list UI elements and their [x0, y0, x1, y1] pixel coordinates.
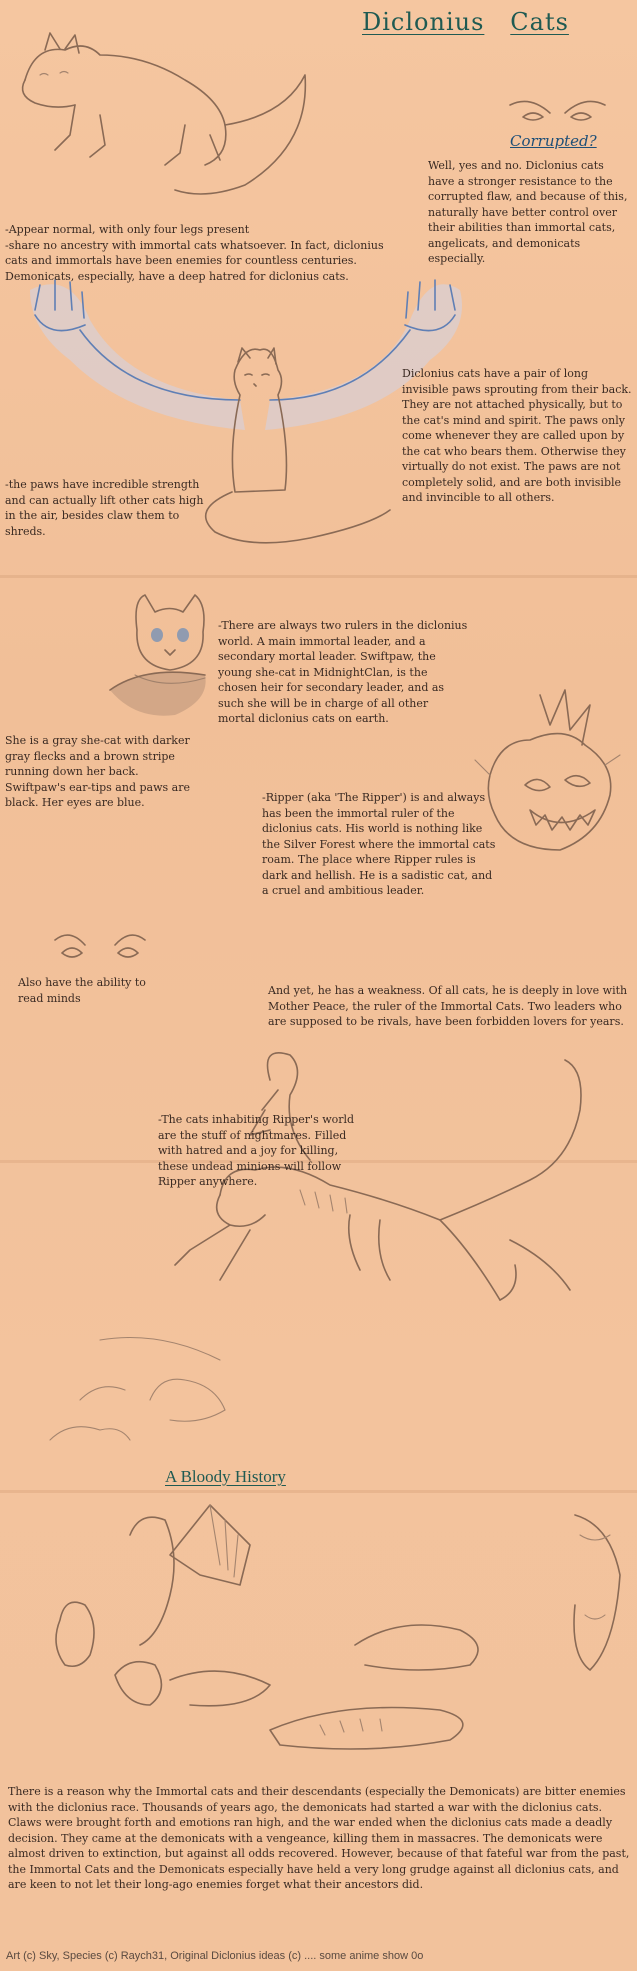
paws-text: Diclonius cats have a pair of long invisible paws sprouting from their back. They are not attached physically, but to the cat's mind and spirit. The paws only come whenever they are called upon by the cat who bears them. Otherwise they virtually do not exist. The paws are not completely solid, and are both invisible and invincible to all others. [402, 367, 632, 504]
sketch-corrupted-eyes [505, 95, 610, 133]
corrupted-heading: Corrupted? [510, 132, 597, 150]
credits-footer: Art (c) Sky, Species (c) Raych31, Original Diclonius ideas (c) .... some anime show 0o [6, 1950, 424, 1962]
section-divider [0, 575, 637, 578]
corrupted-text: Well, yes and no. Diclonius cats have a stronger resistance to the corrupted flaw, and because of this, naturally have better control over their abilities than immortal cats, angelicats, and demonicats especially. [428, 159, 628, 265]
sketch-mind-eyes [50, 925, 150, 973]
strength-text: -the paws have incredible strength and can actually lift other cats high in the air, besides claw them to shreds. [5, 478, 204, 538]
sketch-faint-cats [40, 1330, 240, 1460]
appearance-text: -Appear normal, with only four legs present -share no ancestry with immortal cats whatsoever. In fact, diclonius cats and immortals have been enemies for countless centuries. Demonicats, especially, have a deep hatred for diclonius cats. [5, 223, 384, 283]
ripper-text: -Ripper (aka 'The Ripper') is and always has been the immortal ruler of the diclonius cats. His world is nothing like the Silver Forest where the immortal cats roam. The place where Ripper rules is dark and hellish. He is a sadistic cat, and a cruel and ambitious leader. [262, 791, 496, 897]
title-word-cats: Cats [510, 8, 569, 36]
title-word-diclonius: Diclonius [362, 8, 485, 36]
sketch-history-battle [20, 1495, 630, 1770]
swiftpaw-text: She is a gray she-cat with darker gray flecks and a brown stripe running down her back. Swiftpaw's ear-tips and paws are black. Her eyes are blue. [5, 734, 190, 809]
history-text: There is a reason why the Immortal cats and their descendants (especially the Demonicats) are bitter enemies with the diclonius race. Thousands of years ago, the demonicats had started a war with the diclonius cats. Claws were brought forth and emotions ran high, and the war ended when the diclonius cats made a deadly decision. They came at the demonicats with a vengeance, killing them in massacres. The demonicats were almost driven to extinction, but against all odds recovered. However, because of that fateful war from the past, the Immortal Cats and the Demonicats especially have held a very long grudge against all diclonius cats, and are keen to not let their long-ago enemies forget what their ancestors did. [8, 1785, 630, 1891]
page-title [362, 8, 569, 36]
section-divider [0, 1490, 637, 1493]
sketch-walking-cat [5, 25, 315, 200]
sketch-swiftpaw-body [105, 660, 215, 720]
history-heading: A Bloody History [165, 1467, 286, 1486]
weakness-text: And yet, he has a weakness. Of all cats, he is deeply in love with Mother Peace, the ruler of the Immortal Cats. Two leaders who are supposed to be rivals, have been forbidden lovers for years. [268, 984, 628, 1028]
minds-text: Also have the ability to read minds [18, 976, 146, 1005]
rulers-text: -There are always two rulers in the diclonius world. A main immortal leader, and a secondary mortal leader. Swiftpaw, the young she-cat in MidnightClan, is the chosen heir for secondary leader, and as such she will be in charge of all other mortal diclonius cats on earth. [218, 619, 468, 725]
minions-text: -The cats inhabiting Ripper's world are the stuff of nightmares. Filled with hatred and a joy for killing, these undead minions will follow Ripper anywhere. [158, 1113, 355, 1188]
